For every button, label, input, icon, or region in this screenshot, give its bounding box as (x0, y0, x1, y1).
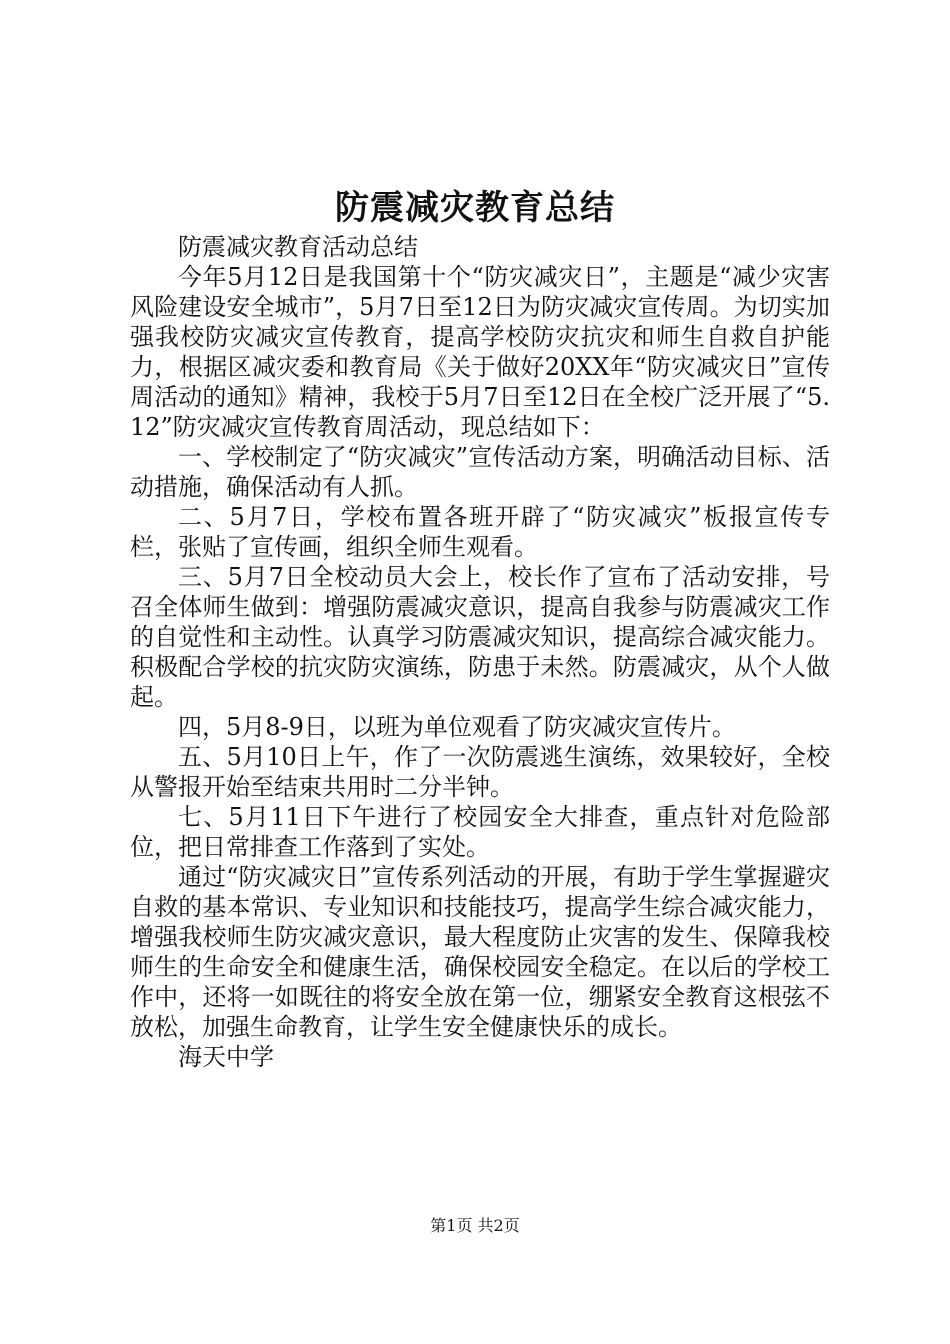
paragraph-item-2: 二、5月7日，学校布置各班开辟了“防灾减灾”板报宣传专栏，张贴了宣传画，组织全师生观看。 (130, 503, 830, 561)
paragraph-conclusion: 通过“防灾减灾日”宣传系列活动的开展，有助于学生掌握避灾自救的基本常识、专业知识和技能技巧，提高学生综合减灾能力，增强我校师生防灾减灾意识，最大程度防止灾害的发生、保障我校师生的生命安全和健康生活，确保校园安全稳定。在以后的学校工作中，还将一如既往的将安全放在第一位，绷紧安全教育这根弦不放松，加强生命教育，让学生安全健康快乐的成长。 (130, 863, 830, 1041)
paragraph-item-1: 一、学校制定了“防灾减灾”宣传活动方案，明确活动目标、活动措施，确保活动有人抓。 (130, 443, 830, 501)
paragraph-item-7: 七、5月11日下午进行了校园安全大排查，重点针对危险部位，把日常排查工作落到了实处。 (130, 803, 830, 861)
paragraph-signature: 海天中学 (178, 1043, 274, 1071)
document-title: 防震减灾教育总结 (335, 188, 615, 228)
paragraph-item-5: 五、5月10日上午，作了一次防震逃生演练，效果较好，全校从警报开始至结束共用时二分半钟。 (130, 743, 830, 801)
document-body (130, 232, 830, 1072)
paragraph-item-3: 三、5月7日全校动员大会上，校长作了宣布了活动安排，号召全体师生做到：增强防震减灾意识，提高自我参与防震减灾工作的自觉性和主动性。认真学习防震减灾知识，提高综合减灾能力。积极配合学校的抗灾防灾演练，防患于未然。防震减灾，从个人做起。 (130, 563, 830, 711)
paragraph-intro: 今年5月12日是我国第十个“防灾减灾日”，主题是“减少灾害风险建设安全城市”，5月7日至12日为防灾减灾宣传周。为切实加强我校防灾减灾宣传教育，提高学校防灾抗灾和师生自救自护能力，根据区减灾委和教育局《关于做好20XX年“防灾减灾日”宣传周活动的通知》精神，我校于5月7日至12日在全校广泛开展了“5.12”防灾减灾宣传教育周活动，现总结如下： (130, 263, 830, 441)
paragraph-subtitle: 防震减灾教育活动总结 (178, 233, 418, 261)
paragraph-item-4: 四，5月8-9日，以班为单位观看了防灾减灾宣传片。 (178, 713, 736, 741)
page-number-footer: 第1页 共2页 (430, 1216, 520, 1235)
